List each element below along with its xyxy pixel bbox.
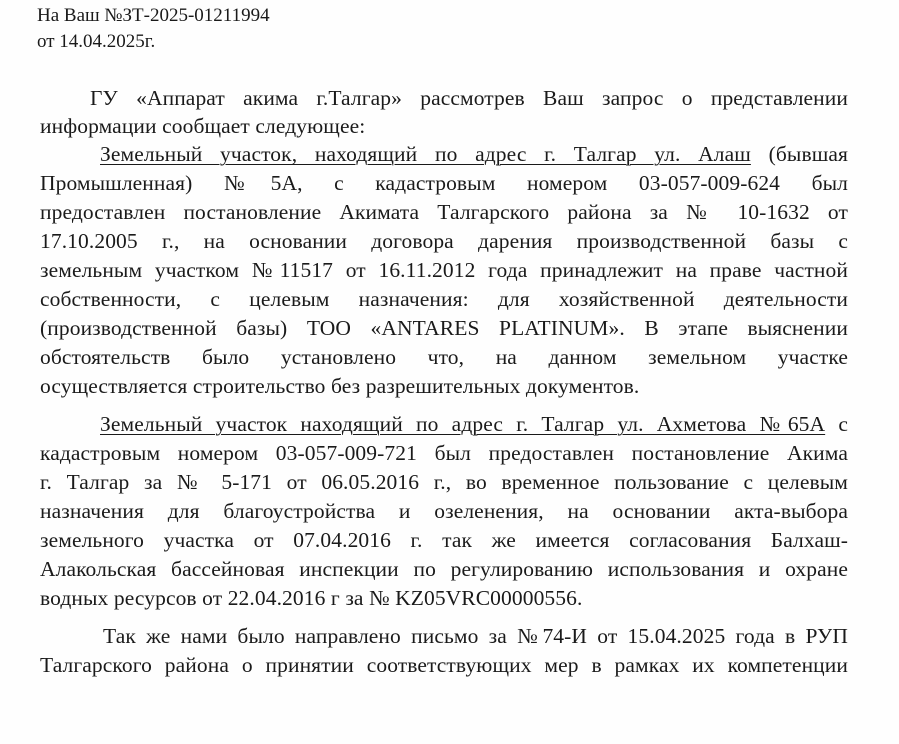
parcel1-line-9: осуществляется строительство без разрешительных документов. <box>40 374 640 398</box>
parcel2-line-2: кадастровым номером 03-057-009-721 был предоставлен постановление Акима <box>40 441 848 465</box>
parcel1-title: Земельный участок, находящий по адрес г. Талгар ул. Алаш <box>100 142 751 166</box>
intro-line-2: информации сообщает следующее: <box>40 114 366 138</box>
parcel2-line-5: земельного участка от 07.04.2016 г. так же имеется согласования Балхаш- <box>40 528 848 552</box>
parcel2-line-3: г. Талгар за № 5-171 от 06.05.2016 г., во временное пользование с целевым <box>40 470 848 494</box>
closing-line-1: Так же нами было направлено письмо за №74-И от 15.04.2025 года в РУП <box>103 624 848 648</box>
intro-line-1: ГУ «Аппарат акима г.Талгар» рассмотрев Ваш запрос о представлении <box>90 86 848 110</box>
parcel2-title: Земельный участок находящий по адрес г. Талгар ул. Ахметова №65А <box>100 412 826 436</box>
parcel1-line-2: Промышленная) №5А, с кадастровым номером 03-057-009-624 был <box>40 171 848 195</box>
reference-date: от 14.04.2025г. <box>37 31 156 52</box>
parcel2-line-4: назначения для благоустройства и озеленения, на основании акта-выбора <box>40 499 848 523</box>
parcel2-line-6: Алакольская бассейновая инспекции по регулированию использования и охране <box>40 557 848 581</box>
parcel1-line-8: обстоятельств было установлено что, на данном земельном участке <box>40 345 848 369</box>
reference-number: На Ваш №ЗТ-2025-01211994 <box>37 5 270 26</box>
closing-line-2: Талгарского района о принятии соответствующих мер в рамках их компетенции <box>40 653 848 677</box>
parcel2-title-rest: с <box>825 412 848 436</box>
parcel2-line-1 <box>100 410 848 438</box>
parcel1-line-7: (производственной базы) ТОО «ANTARES PLATINUM». В этапе выяснении <box>40 316 848 340</box>
parcel1-line-3: предоставлен постановление Акимата Талгарского района за № 10-1632 от <box>40 200 848 224</box>
parcel1-title-rest: (бывшая <box>750 142 848 166</box>
parcel1-line-1 <box>100 140 848 168</box>
parcel1-line-6: собственности, с целевым назначения: для хозяйственной деятельности <box>40 287 848 311</box>
parcel2-line-7: водных ресурсов от 22.04.2016 г за № KZ05VRC00000556. <box>40 586 583 610</box>
parcel1-line-5: земельным участком №11517 от 16.11.2012 года принадлежит на праве частной <box>40 258 848 282</box>
parcel1-line-4: 17.10.2005 г., на основании договора дарения производственной базы с <box>40 229 848 253</box>
